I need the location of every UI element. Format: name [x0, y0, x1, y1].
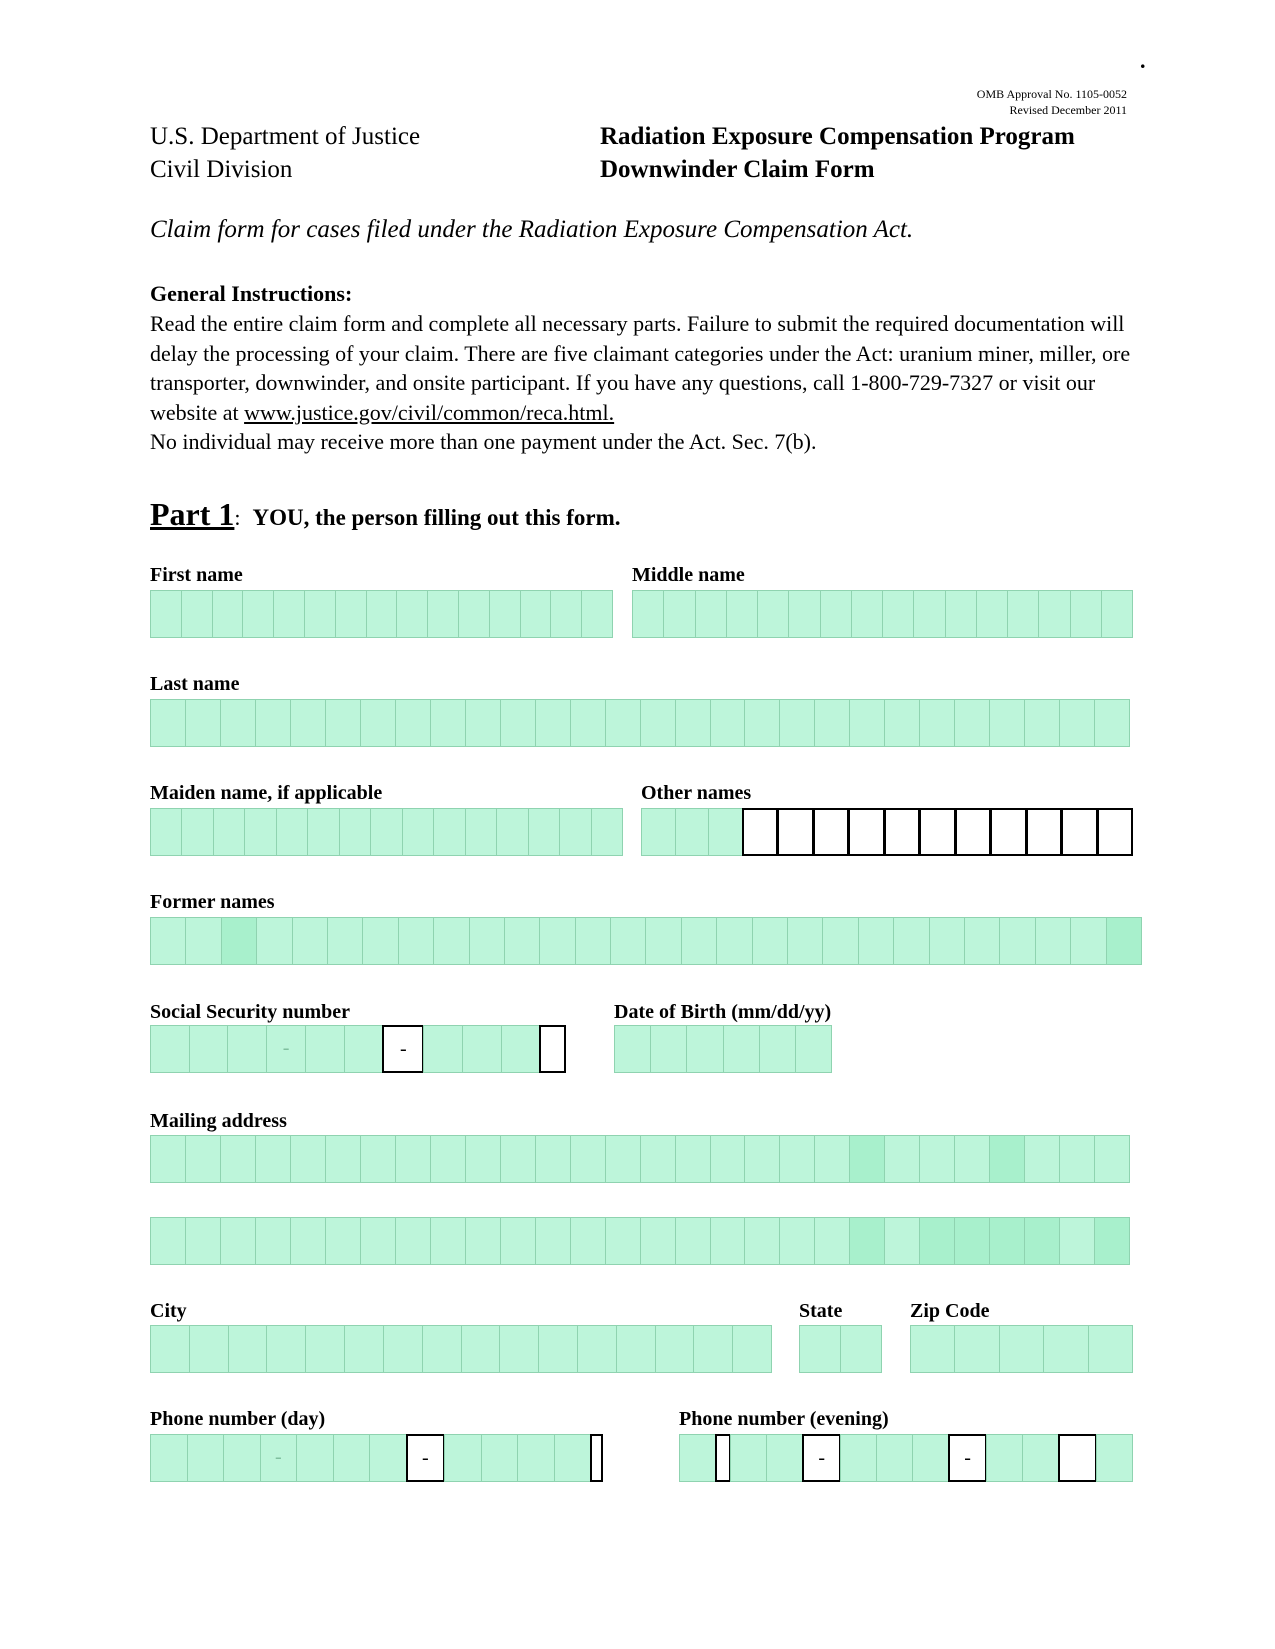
character-box[interactable]: [675, 808, 710, 856]
character-box[interactable]: [461, 1325, 501, 1373]
character-box[interactable]: [465, 808, 497, 856]
character-box[interactable]: [221, 917, 257, 965]
character-box[interactable]: [273, 590, 305, 638]
character-box[interactable]: [528, 808, 560, 856]
character-box[interactable]: [499, 1325, 539, 1373]
part-colon: :: [234, 505, 241, 530]
character-box[interactable]: [220, 1135, 256, 1183]
character-box[interactable]: [465, 699, 501, 747]
omb-block: [977, 86, 1127, 118]
program-name: Radiation Exposure Compensation Program: [600, 123, 1075, 150]
character-box[interactable]: [212, 590, 244, 638]
top-mark: .: [1140, 48, 1146, 73]
character-box[interactable]: [325, 1135, 361, 1183]
character-box[interactable]: [708, 808, 743, 856]
middle-name-field[interactable]: [632, 590, 1133, 638]
first-name-label: First name: [150, 564, 243, 586]
character-box[interactable]: [744, 1135, 780, 1183]
character-box[interactable]: [150, 1325, 190, 1373]
character-box[interactable]: [535, 1217, 571, 1265]
character-box[interactable]: [185, 699, 221, 747]
character-box[interactable]: [799, 1325, 841, 1373]
character-box[interactable]: [462, 1025, 502, 1073]
character-box[interactable]: [150, 1217, 186, 1265]
character-box[interactable]: [465, 1217, 501, 1265]
phone-day-label: Phone number (day): [150, 1408, 326, 1430]
character-box[interactable]: [189, 1325, 229, 1373]
character-box[interactable]: [766, 1434, 803, 1482]
character-box[interactable]: [481, 1434, 519, 1482]
separator-box: -: [406, 1434, 446, 1482]
character-box[interactable]: [1043, 1325, 1088, 1373]
character-box[interactable]: [290, 1217, 326, 1265]
character-box[interactable]: [989, 1217, 1025, 1265]
character-box[interactable]: [884, 1217, 920, 1265]
character-box[interactable]: [220, 1217, 256, 1265]
division-name: Civil Division: [150, 156, 293, 183]
character-box[interactable]: [945, 590, 977, 638]
separator-box: -: [266, 1025, 306, 1073]
character-box[interactable]: [1096, 1434, 1133, 1482]
first-name-field[interactable]: [150, 590, 613, 638]
character-box[interactable]: [395, 699, 431, 747]
character-box[interactable]: [730, 1434, 767, 1482]
character-box[interactable]: [395, 1217, 431, 1265]
character-box[interactable]: [616, 1325, 656, 1373]
character-box[interactable]: [1061, 808, 1098, 856]
character-box[interactable]: [715, 1434, 731, 1482]
character-box[interactable]: [954, 1135, 990, 1183]
character-box[interactable]: [292, 917, 328, 965]
character-box[interactable]: [360, 1135, 396, 1183]
character-box[interactable]: [360, 1217, 396, 1265]
character-box[interactable]: [640, 699, 676, 747]
character-box[interactable]: [919, 808, 956, 856]
character-box[interactable]: [185, 1217, 221, 1265]
character-box[interactable]: [795, 1025, 832, 1073]
last-name-label: Last name: [150, 673, 240, 695]
character-box[interactable]: [500, 1135, 536, 1183]
form-name: Downwinder Claim Form: [600, 156, 875, 183]
last-name-field[interactable]: [150, 699, 1130, 747]
character-box[interactable]: [893, 917, 929, 965]
character-box[interactable]: [150, 699, 186, 747]
character-box[interactable]: [884, 808, 921, 856]
character-box[interactable]: [759, 1025, 796, 1073]
character-box[interactable]: [999, 1325, 1044, 1373]
character-box[interactable]: [1059, 699, 1095, 747]
character-box[interactable]: [185, 917, 221, 965]
character-box[interactable]: [465, 1135, 501, 1183]
character-box[interactable]: [675, 699, 711, 747]
character-box[interactable]: [360, 699, 396, 747]
character-box[interactable]: [1058, 1434, 1097, 1482]
character-box[interactable]: [693, 1325, 733, 1373]
character-box[interactable]: [333, 1434, 371, 1482]
character-box[interactable]: [1070, 590, 1102, 638]
character-box[interactable]: [632, 590, 664, 638]
character-box[interactable]: [150, 1025, 190, 1073]
character-box[interactable]: [539, 917, 575, 965]
separator-box: -: [948, 1434, 987, 1482]
middle-name-label: Middle name: [632, 564, 745, 586]
character-box[interactable]: [645, 917, 681, 965]
mailing-address-line-2[interactable]: [150, 1217, 1130, 1265]
character-box[interactable]: [655, 1325, 695, 1373]
website-link[interactable]: www.justice.gov/civil/common/reca.html.: [244, 399, 615, 425]
character-box[interactable]: [605, 1217, 641, 1265]
character-box[interactable]: [779, 1135, 815, 1183]
character-box[interactable]: [550, 590, 582, 638]
separator-box: -: [802, 1434, 841, 1482]
character-box[interactable]: [520, 590, 552, 638]
part-description: YOU, the person filling out this form.: [252, 505, 621, 530]
character-box[interactable]: [570, 699, 606, 747]
character-box[interactable]: [989, 699, 1025, 747]
character-box[interactable]: [535, 699, 571, 747]
character-box[interactable]: [858, 917, 894, 965]
character-box[interactable]: [752, 917, 788, 965]
character-box[interactable]: [710, 699, 746, 747]
character-box[interactable]: [814, 699, 850, 747]
character-box[interactable]: [1094, 1135, 1130, 1183]
character-box[interactable]: [590, 1434, 603, 1482]
character-box[interactable]: [710, 1135, 746, 1183]
character-box[interactable]: [732, 1325, 772, 1373]
character-box[interactable]: [395, 1135, 431, 1183]
character-box[interactable]: [433, 917, 469, 965]
character-box[interactable]: [1101, 590, 1133, 638]
character-box[interactable]: [430, 1217, 466, 1265]
character-box[interactable]: [910, 1325, 955, 1373]
character-box[interactable]: [181, 808, 213, 856]
character-box[interactable]: [339, 808, 371, 856]
character-box[interactable]: [255, 1217, 291, 1265]
character-box[interactable]: [820, 590, 852, 638]
character-box[interactable]: [370, 808, 402, 856]
character-box[interactable]: [929, 917, 965, 965]
character-box[interactable]: [1097, 808, 1134, 856]
zip-label: Zip Code: [910, 1300, 990, 1322]
character-box[interactable]: [723, 1025, 760, 1073]
character-box[interactable]: [605, 1135, 641, 1183]
character-box[interactable]: [362, 917, 398, 965]
character-box[interactable]: [581, 590, 613, 638]
character-box[interactable]: [954, 699, 990, 747]
character-box[interactable]: [742, 808, 779, 856]
other-names-field[interactable]: [641, 808, 1133, 856]
omb-approval: OMB Approval No. 1105-0052: [976, 87, 1127, 101]
character-box[interactable]: [220, 699, 256, 747]
character-box[interactable]: [716, 917, 752, 965]
character-box[interactable]: [255, 1135, 291, 1183]
character-box[interactable]: [344, 1325, 384, 1373]
character-box[interactable]: [256, 917, 292, 965]
character-box[interactable]: [1088, 1325, 1133, 1373]
character-box[interactable]: [423, 1025, 463, 1073]
character-box[interactable]: [990, 808, 1027, 856]
state-field[interactable]: [799, 1325, 882, 1373]
character-box[interactable]: [840, 1325, 882, 1373]
character-box[interactable]: [538, 1325, 578, 1373]
form-subtitle: Claim form for cases filed under the Radiation Exposure Compensation Act.: [150, 216, 914, 243]
part-1-heading: [150, 496, 621, 533]
character-box[interactable]: [675, 1135, 711, 1183]
character-box[interactable]: [325, 1217, 361, 1265]
character-box[interactable]: [570, 1217, 606, 1265]
state-label: State: [799, 1300, 843, 1322]
character-box[interactable]: [570, 1135, 606, 1183]
maiden-name-label: Maiden name, if applicable: [150, 782, 383, 804]
character-box[interactable]: [1026, 808, 1063, 856]
character-box[interactable]: [496, 808, 528, 856]
instructions-text: Read the entire claim form and complete all necessary parts. Failure to submit the required documentation will delay the processing of your claim. There are five claimant categories under the Act: uranium miner, miller, ore transporter, downwinder, and onsite participant. If you have any questions, call 1-800-729-7327 or visit our website at: [150, 311, 1131, 425]
character-box[interactable]: [744, 699, 780, 747]
character-box[interactable]: [1094, 1217, 1130, 1265]
character-box[interactable]: [244, 808, 276, 856]
character-box[interactable]: [430, 699, 466, 747]
character-box[interactable]: [276, 808, 308, 856]
character-box[interactable]: [307, 808, 339, 856]
character-box[interactable]: [1024, 699, 1060, 747]
character-box[interactable]: [814, 1217, 850, 1265]
separator-box: -: [382, 1025, 424, 1073]
character-box[interactable]: [591, 808, 623, 856]
character-box[interactable]: [396, 590, 428, 638]
character-box[interactable]: [605, 699, 641, 747]
dob-field[interactable]: [614, 1025, 832, 1073]
character-box[interactable]: [266, 1325, 306, 1373]
separator-box: -: [260, 1434, 298, 1482]
character-box[interactable]: [849, 1217, 885, 1265]
character-box[interactable]: [305, 1025, 345, 1073]
character-box[interactable]: [954, 1325, 999, 1373]
phone-day-field[interactable]: [150, 1434, 603, 1482]
character-box[interactable]: [788, 590, 820, 638]
agency-block: [150, 120, 420, 186]
character-box[interactable]: [954, 1217, 990, 1265]
character-box[interactable]: [779, 1217, 815, 1265]
character-box[interactable]: [554, 1434, 592, 1482]
character-box[interactable]: [500, 699, 536, 747]
character-box[interactable]: [744, 1217, 780, 1265]
character-box[interactable]: [325, 699, 361, 747]
character-box[interactable]: [884, 1135, 920, 1183]
character-box[interactable]: [427, 590, 459, 638]
program-block: [600, 120, 1075, 186]
character-box[interactable]: [577, 1325, 617, 1373]
character-box[interactable]: [640, 1217, 676, 1265]
character-box[interactable]: [919, 1135, 955, 1183]
character-box[interactable]: [1035, 917, 1071, 965]
character-box[interactable]: [213, 808, 245, 856]
character-box[interactable]: [822, 917, 858, 965]
character-box[interactable]: [398, 917, 434, 965]
ssn-label: Social Security number: [150, 1001, 350, 1023]
character-box[interactable]: [650, 1025, 687, 1073]
character-box[interactable]: [614, 1025, 651, 1073]
character-box[interactable]: [777, 808, 814, 856]
character-box[interactable]: [242, 590, 274, 638]
mailing-address-label: Mailing address: [150, 1110, 287, 1132]
character-box[interactable]: [327, 917, 363, 965]
character-box[interactable]: [849, 1135, 885, 1183]
character-box[interactable]: [1106, 917, 1142, 965]
character-box[interactable]: [290, 1135, 326, 1183]
character-box[interactable]: [1094, 699, 1130, 747]
character-box[interactable]: [976, 590, 1008, 638]
character-box[interactable]: [290, 699, 326, 747]
character-box[interactable]: [430, 1135, 466, 1183]
former-names-field[interactable]: [150, 917, 1142, 965]
character-box[interactable]: [679, 1434, 716, 1482]
instructions-note: No individual may receive more than one payment under the Act. Sec. 7(b).: [150, 429, 817, 454]
character-box[interactable]: [422, 1325, 462, 1373]
character-box[interactable]: [366, 590, 398, 638]
character-box[interactable]: [849, 699, 885, 747]
character-box[interactable]: [150, 917, 186, 965]
character-box[interactable]: [1070, 917, 1106, 965]
character-box[interactable]: [227, 1025, 267, 1073]
character-box[interactable]: [1022, 1434, 1059, 1482]
character-box[interactable]: [501, 1025, 541, 1073]
character-box[interactable]: [813, 808, 850, 856]
character-box[interactable]: [787, 917, 823, 965]
character-box[interactable]: [559, 808, 591, 856]
former-names-label: Former names: [150, 891, 275, 913]
character-box[interactable]: [458, 590, 490, 638]
character-box[interactable]: [335, 590, 367, 638]
character-box[interactable]: [369, 1434, 407, 1482]
character-box[interactable]: [228, 1325, 268, 1373]
character-box[interactable]: [575, 917, 611, 965]
zip-field[interactable]: [910, 1325, 1133, 1373]
character-box[interactable]: [344, 1025, 384, 1073]
character-box[interactable]: [469, 917, 505, 965]
character-box[interactable]: [504, 917, 540, 965]
character-box[interactable]: [517, 1434, 555, 1482]
character-box[interactable]: [1007, 590, 1039, 638]
character-box[interactable]: [851, 590, 883, 638]
character-box[interactable]: [686, 1025, 723, 1073]
character-box[interactable]: [919, 699, 955, 747]
character-box[interactable]: [255, 699, 291, 747]
maiden-name-field[interactable]: [150, 808, 623, 856]
instructions-heading: General Instructions:: [150, 281, 353, 306]
character-box[interactable]: [999, 917, 1035, 965]
character-box[interactable]: [150, 1434, 188, 1482]
part-number: Part 1: [150, 496, 235, 532]
character-box[interactable]: [912, 1434, 949, 1482]
character-box[interactable]: [433, 808, 465, 856]
character-box[interactable]: [296, 1434, 334, 1482]
other-names-label: Other names: [641, 782, 752, 804]
character-box[interactable]: [757, 590, 789, 638]
character-box[interactable]: [964, 917, 1000, 965]
department-name: U.S. Department of Justice: [150, 123, 421, 150]
character-box[interactable]: [189, 1025, 229, 1073]
character-box[interactable]: [1059, 1135, 1095, 1183]
character-box[interactable]: [779, 699, 815, 747]
character-box[interactable]: [641, 808, 676, 856]
character-box[interactable]: [1059, 1217, 1095, 1265]
character-box[interactable]: [305, 1325, 345, 1373]
character-box[interactable]: [402, 808, 434, 856]
dob-label: Date of Birth (mm/dd/yy): [614, 1001, 832, 1023]
character-box[interactable]: [187, 1434, 225, 1482]
phone-evening-field[interactable]: [679, 1434, 1133, 1482]
phone-evening-label: Phone number (evening): [679, 1408, 889, 1430]
character-box[interactable]: [185, 1135, 221, 1183]
character-box[interactable]: [840, 1434, 877, 1482]
character-box[interactable]: [539, 1025, 566, 1073]
character-box[interactable]: [876, 1434, 913, 1482]
character-box[interactable]: [913, 590, 945, 638]
character-box[interactable]: [1038, 590, 1070, 638]
character-box[interactable]: [726, 590, 758, 638]
character-box[interactable]: [884, 699, 920, 747]
character-box[interactable]: [1024, 1135, 1060, 1183]
character-box[interactable]: [500, 1217, 536, 1265]
character-box[interactable]: [150, 1135, 186, 1183]
character-box[interactable]: [882, 590, 914, 638]
character-box[interactable]: [181, 590, 213, 638]
character-box[interactable]: [663, 590, 695, 638]
city-field[interactable]: [150, 1325, 772, 1373]
character-box[interactable]: [304, 590, 336, 638]
character-box[interactable]: [610, 917, 646, 965]
city-label: City: [150, 1300, 187, 1322]
character-box[interactable]: [150, 590, 182, 638]
character-box[interactable]: [150, 808, 182, 856]
character-box[interactable]: [675, 1217, 711, 1265]
character-box[interactable]: [681, 917, 717, 965]
character-box[interactable]: [444, 1434, 482, 1482]
character-box[interactable]: [848, 808, 885, 856]
character-box[interactable]: [986, 1434, 1023, 1482]
character-box[interactable]: [695, 590, 727, 638]
character-box[interactable]: [223, 1434, 261, 1482]
character-box[interactable]: [814, 1135, 850, 1183]
character-box[interactable]: [640, 1135, 676, 1183]
character-box[interactable]: [989, 1135, 1025, 1183]
instructions-body: [150, 309, 1150, 457]
ssn-field[interactable]: [150, 1025, 566, 1073]
character-box[interactable]: [535, 1135, 571, 1183]
mailing-address-line-1[interactable]: [150, 1135, 1130, 1183]
character-box[interactable]: [1024, 1217, 1060, 1265]
character-box[interactable]: [919, 1217, 955, 1265]
character-box[interactable]: [489, 590, 521, 638]
character-box[interactable]: [383, 1325, 423, 1373]
character-box[interactable]: [955, 808, 992, 856]
character-box[interactable]: [710, 1217, 746, 1265]
revised-date: Revised December 2011: [1009, 103, 1127, 117]
